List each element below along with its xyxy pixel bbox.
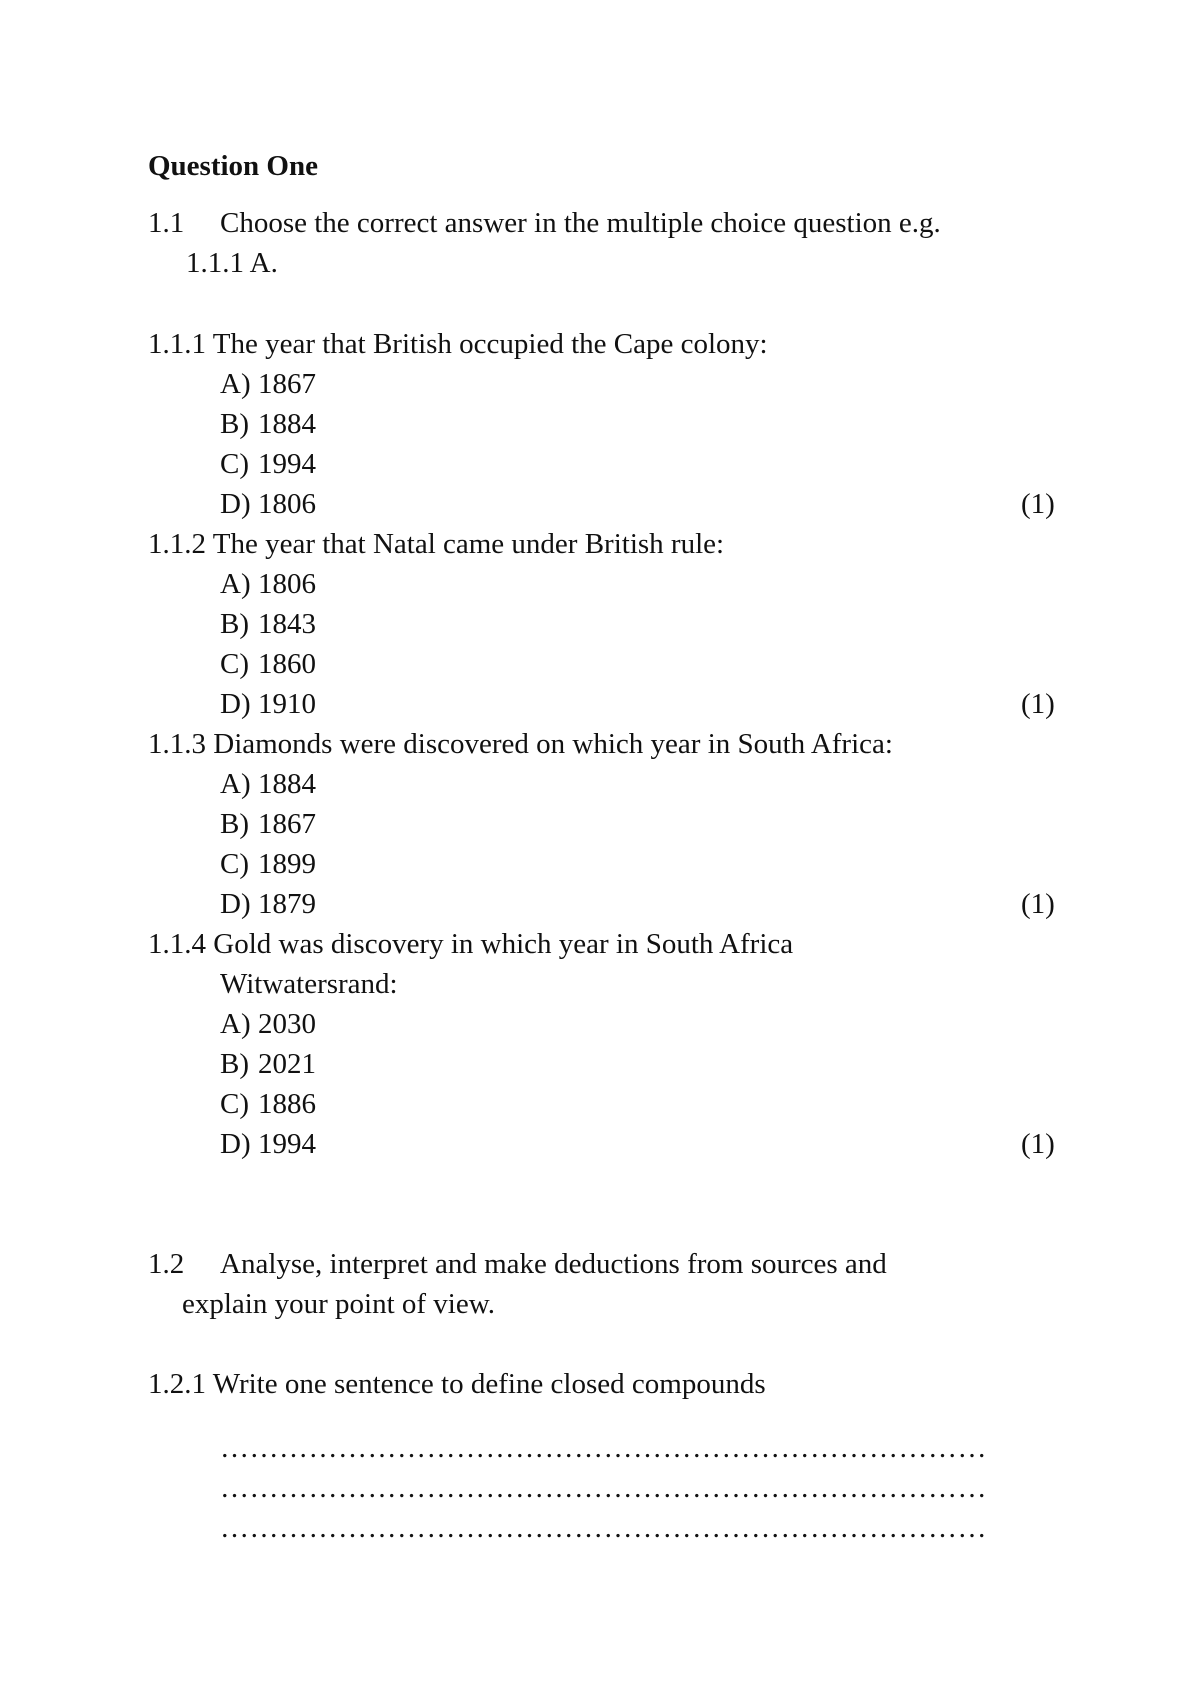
option-c xyxy=(220,1086,316,1122)
option-value: 2021 xyxy=(258,1048,316,1080)
answer-line-1[interactable]: …………………………………………………………………… xyxy=(220,1432,987,1464)
option-c xyxy=(220,446,316,482)
question-text: The year that Natal came under British rule: xyxy=(212,528,725,560)
question-heading: Question One xyxy=(148,150,318,182)
instruction-example: 1.1.1 A. xyxy=(186,247,278,279)
option-value: 1899 xyxy=(258,848,316,880)
option-letter: A) xyxy=(220,568,251,600)
instruction-text: Choose the correct answer in the multiple choice question e.g. xyxy=(220,207,941,239)
option-letter: A) xyxy=(220,368,251,400)
option-letter: C) xyxy=(220,648,249,680)
option-d xyxy=(220,1126,316,1162)
answer-line-3[interactable]: …………………………………………………………………… xyxy=(220,1512,987,1544)
option-d xyxy=(220,486,316,522)
question-1-1-instruction xyxy=(148,205,941,241)
option-d xyxy=(220,886,316,922)
question-number: 1.2.1 xyxy=(148,1368,206,1400)
option-a xyxy=(220,766,316,802)
option-b xyxy=(220,1046,316,1082)
option-value: 1884 xyxy=(258,408,316,440)
question-text: Write one sentence to define closed compounds xyxy=(212,1368,766,1400)
option-value: 1994 xyxy=(258,448,316,480)
option-b xyxy=(220,406,316,442)
option-letter: D) xyxy=(220,688,251,720)
option-value: 1806 xyxy=(258,568,316,600)
option-value: 1879 xyxy=(258,888,316,920)
option-a xyxy=(220,366,316,402)
instruction-text: Analyse, interpret and make deductions from sources and xyxy=(220,1248,887,1280)
question-number: 1.2 xyxy=(148,1248,185,1280)
option-a xyxy=(220,1006,316,1042)
option-letter: C) xyxy=(220,1088,249,1120)
mcq-question-1-1-3 xyxy=(148,726,893,762)
mark-allocation: (1) xyxy=(1021,888,1055,920)
option-value: 1843 xyxy=(258,608,316,640)
option-letter: B) xyxy=(220,808,249,840)
question-number: 1.1 xyxy=(148,207,185,239)
option-letter: C) xyxy=(220,448,249,480)
option-b xyxy=(220,806,316,842)
option-c xyxy=(220,846,316,882)
question-number: 1.1.3 xyxy=(148,728,206,760)
option-letter: D) xyxy=(220,488,251,520)
instruction-text-continued: explain your point of view. xyxy=(182,1288,496,1320)
option-letter: A) xyxy=(220,768,251,800)
option-value: 1994 xyxy=(258,1128,316,1160)
question-text: Diamonds were discovered on which year in South Africa: xyxy=(213,728,893,760)
option-letter: B) xyxy=(220,608,249,640)
mcq-question-1-1-1 xyxy=(148,326,768,362)
option-letter: C) xyxy=(220,848,249,880)
question-text-continued: Witwatersrand: xyxy=(220,968,398,1000)
option-value: 1806 xyxy=(258,488,316,520)
mcq-question-1-1-4 xyxy=(148,926,793,962)
mark-allocation: (1) xyxy=(1021,1128,1055,1160)
option-letter: B) xyxy=(220,1048,249,1080)
mark-allocation: (1) xyxy=(1021,688,1055,720)
question-number: 1.1.1 xyxy=(148,328,206,360)
question-1-2-1 xyxy=(148,1366,766,1402)
option-letter: D) xyxy=(220,1128,251,1160)
option-value: 2030 xyxy=(258,1008,316,1040)
mark-allocation: (1) xyxy=(1021,488,1055,520)
option-letter: B) xyxy=(220,408,249,440)
option-c xyxy=(220,646,316,682)
option-a xyxy=(220,566,316,602)
question-number: 1.1.4 xyxy=(148,928,206,960)
option-value: 1860 xyxy=(258,648,316,680)
question-text: The year that British occupied the Cape colony: xyxy=(212,328,768,360)
question-1-2-instruction xyxy=(148,1246,887,1282)
option-value: 1910 xyxy=(258,688,316,720)
option-value: 1886 xyxy=(258,1088,316,1120)
question-number: 1.1.2 xyxy=(148,528,206,560)
option-letter: D) xyxy=(220,888,251,920)
question-text: Gold was discovery in which year in South Africa xyxy=(213,928,794,960)
option-b xyxy=(220,606,316,642)
answer-line-2[interactable]: …………………………………………………………………… xyxy=(220,1472,987,1504)
option-value: 1884 xyxy=(258,768,316,800)
option-value: 1867 xyxy=(258,808,316,840)
mcq-question-1-1-2 xyxy=(148,526,724,562)
option-d xyxy=(220,686,316,722)
option-value: 1867 xyxy=(258,368,316,400)
option-letter: A) xyxy=(220,1008,251,1040)
